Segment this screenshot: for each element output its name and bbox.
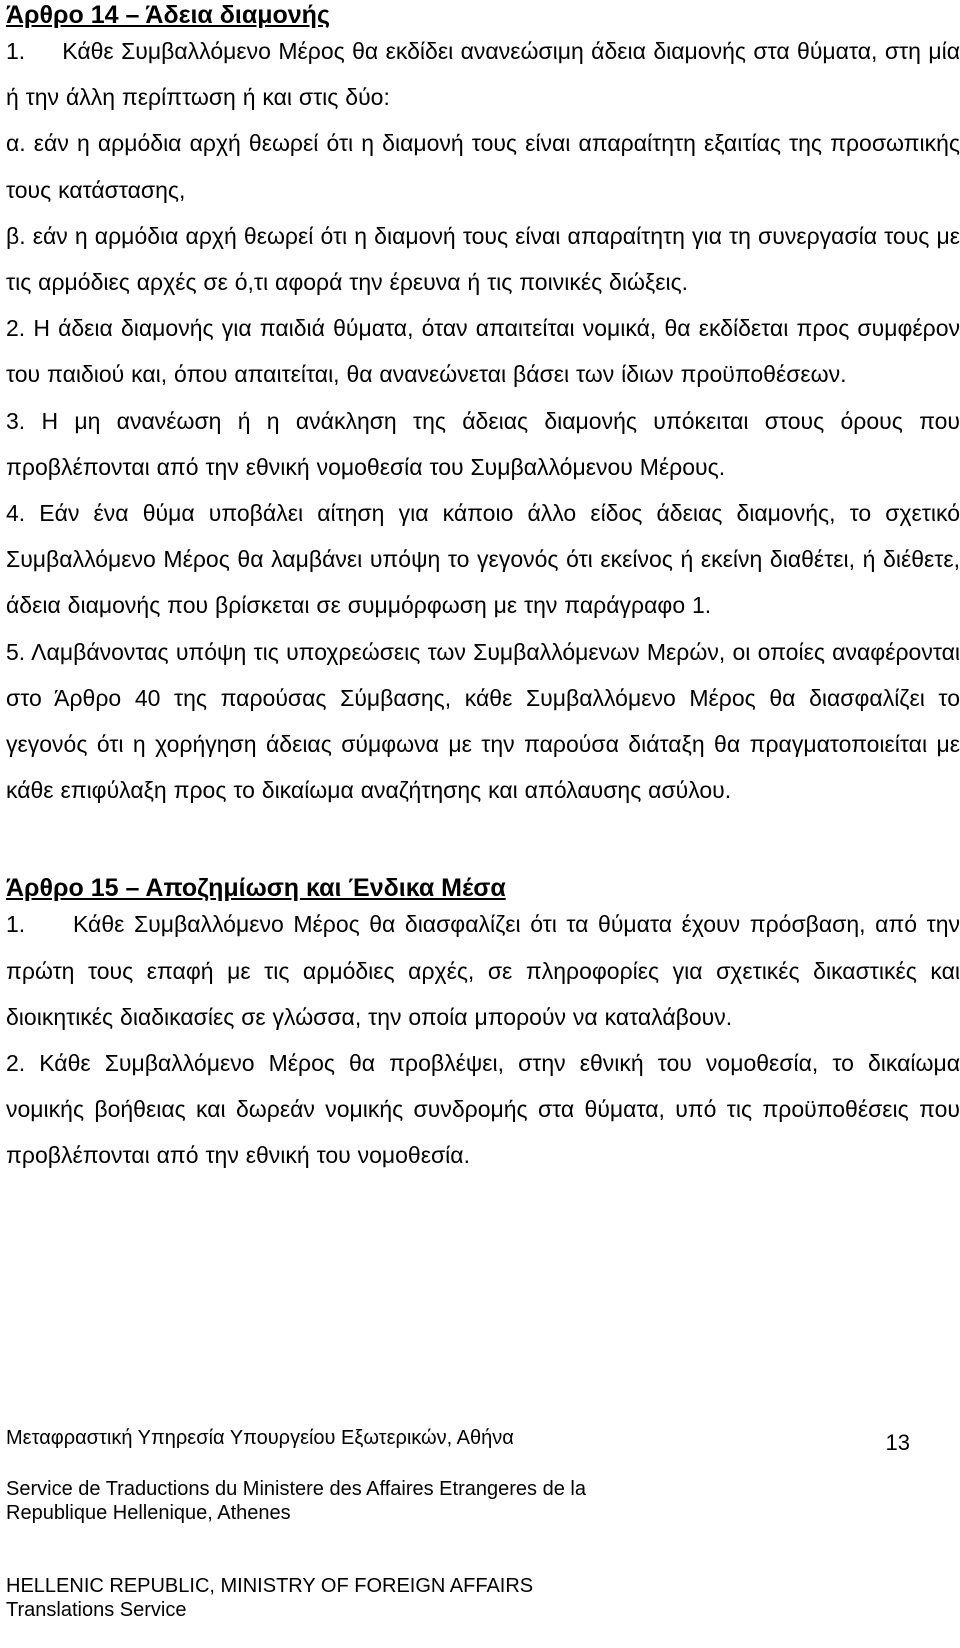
article-15-paragraph-2: 2. Κάθε Συμβαλλόμενο Μέρος θα προβλέψει, στην εθνική του νομοθεσία, το δικαίωμα νομικής βοήθειας και δωρεάν νομικής συνδρομής στα θύματα, υπό τις προϋποθέσεις που προβλέπονται από την εθνική του νομοθεσία. [6,1050,960,1169]
section-gap [6,813,960,873]
footer-translation-service-french-1: Service de Traductions du Ministere des Affaires Etrangeres de la [6,1478,586,1500]
article-15-heading [6,873,960,904]
article-14-heading-text: Άρθρο 14 – Άδεια διαμονής [6,1,330,29]
article-14-paragraph-a: α. εάν η αρμόδια αρχή θεωρεί ότι η διαμονή τους είναι απαραίτητη εξαιτίας της προσωπικής τους κατάστασης, [6,130,960,203]
article-15-paragraph-1: 1. Κάθε Συμβαλλόμενο Μέρος θα διασφαλίζει ότι τα θύματα έχουν πρόσβαση, από την πρώτη τους επαφή με τις αρμόδιες αρχές, σε πληροφορίες για σχετικές δικαστικές και διοικητικές διαδικασίες σε γλώσσα, την οποία μπορούν να καταλάβουν. [6,911,960,1030]
page-number: 13 [885,1430,910,1455]
article-14-paragraph-2: 2. Η άδεια διαμονής για παιδιά θύματα, όταν απαιτείται νομικά, θα εκδίδεται προς συμφέρον του παιδιού και, όπου απαιτείται, θα ανανεώνεται βάσει των ίδιων προϋποθέσεων. [6,315,960,388]
article-15-section [6,873,960,1178]
footer-translation-service-greek: Μεταφραστική Υπηρεσία Υπουργείου Εξωτερικών, Αθήνα [6,1427,514,1449]
article-14-paragraph-1: 1. Κάθε Συμβαλλόμενο Μέρος θα εκδίδει ανανεώσιμη άδεια διαμονής στα θύματα, στη μία ή την άλλη περίπτωση ή και στις δύο: [6,38,960,111]
article-14-section [6,0,960,813]
footer-ministry-english-2: Translations Service [6,1599,187,1621]
footer-ministry-english-1: HELLENIC REPUBLIC, MINISTRY OF FOREIGN AFFAIRS [6,1575,534,1597]
article-15-heading-text: Άρθρο 15 – Αποζημίωση και Ένδικα Μέσα [6,874,506,903]
article-14-paragraph-3: 3. Η μη ανανέωση ή η ανάκληση της άδειας διαμονής υπόκειται στους όρους που προβλέπονται από την εθνική νομοθεσία του Συμβαλλόμενου Μέρους. [6,407,960,480]
article-14-paragraph-b: β. εάν η αρμόδια αρχή θεωρεί ότι η διαμονή τους είναι απαραίτητη για τη συνεργασία τους με τις αρμόδιες αρχές σε ό,τι αφορά την έρευνα ή τις ποινικές διώξεις. [6,222,960,296]
footer-translation-service-french-2: Republique Hellenique, Athenes [6,1502,291,1524]
article-14-heading [6,0,960,31]
article-14-paragraph-5: 5. Λαμβάνοντας υπόψη τις υποχρεώσεις των Συμβαλλόμενων Μερών, οι οποίες αναφέρονται στο Άρθρο 40 της παρούσας Σύμβασης, κάθε Συμβαλλόμενο Μέρος θα διασφαλίζει το γεγονός ότι η χορήγηση άδειας σύμφωνα με την παρούσα διάταξη θα πραγματοποιείται με κάθε επιφύλαξη προς το δικαίωμα αναζήτησης και απόλαυσης ασύλου. [6,638,960,804]
article-14-paragraph-4: 4. Εάν ένα θύμα υποβάλει αίτηση για κάποιο άλλο είδος άδειας διαμονής, το σχετικό Συμβαλλόμενο Μέρος θα λαμβάνει υπόψη το γεγονός ότι εκείνος ή εκείνη διαθέτει, ή διέθετε, άδεια διαμονής που βρίσκεται σε συμμόρφωση με την παράγραφο 1. [6,500,960,619]
document-body [6,0,960,1179]
